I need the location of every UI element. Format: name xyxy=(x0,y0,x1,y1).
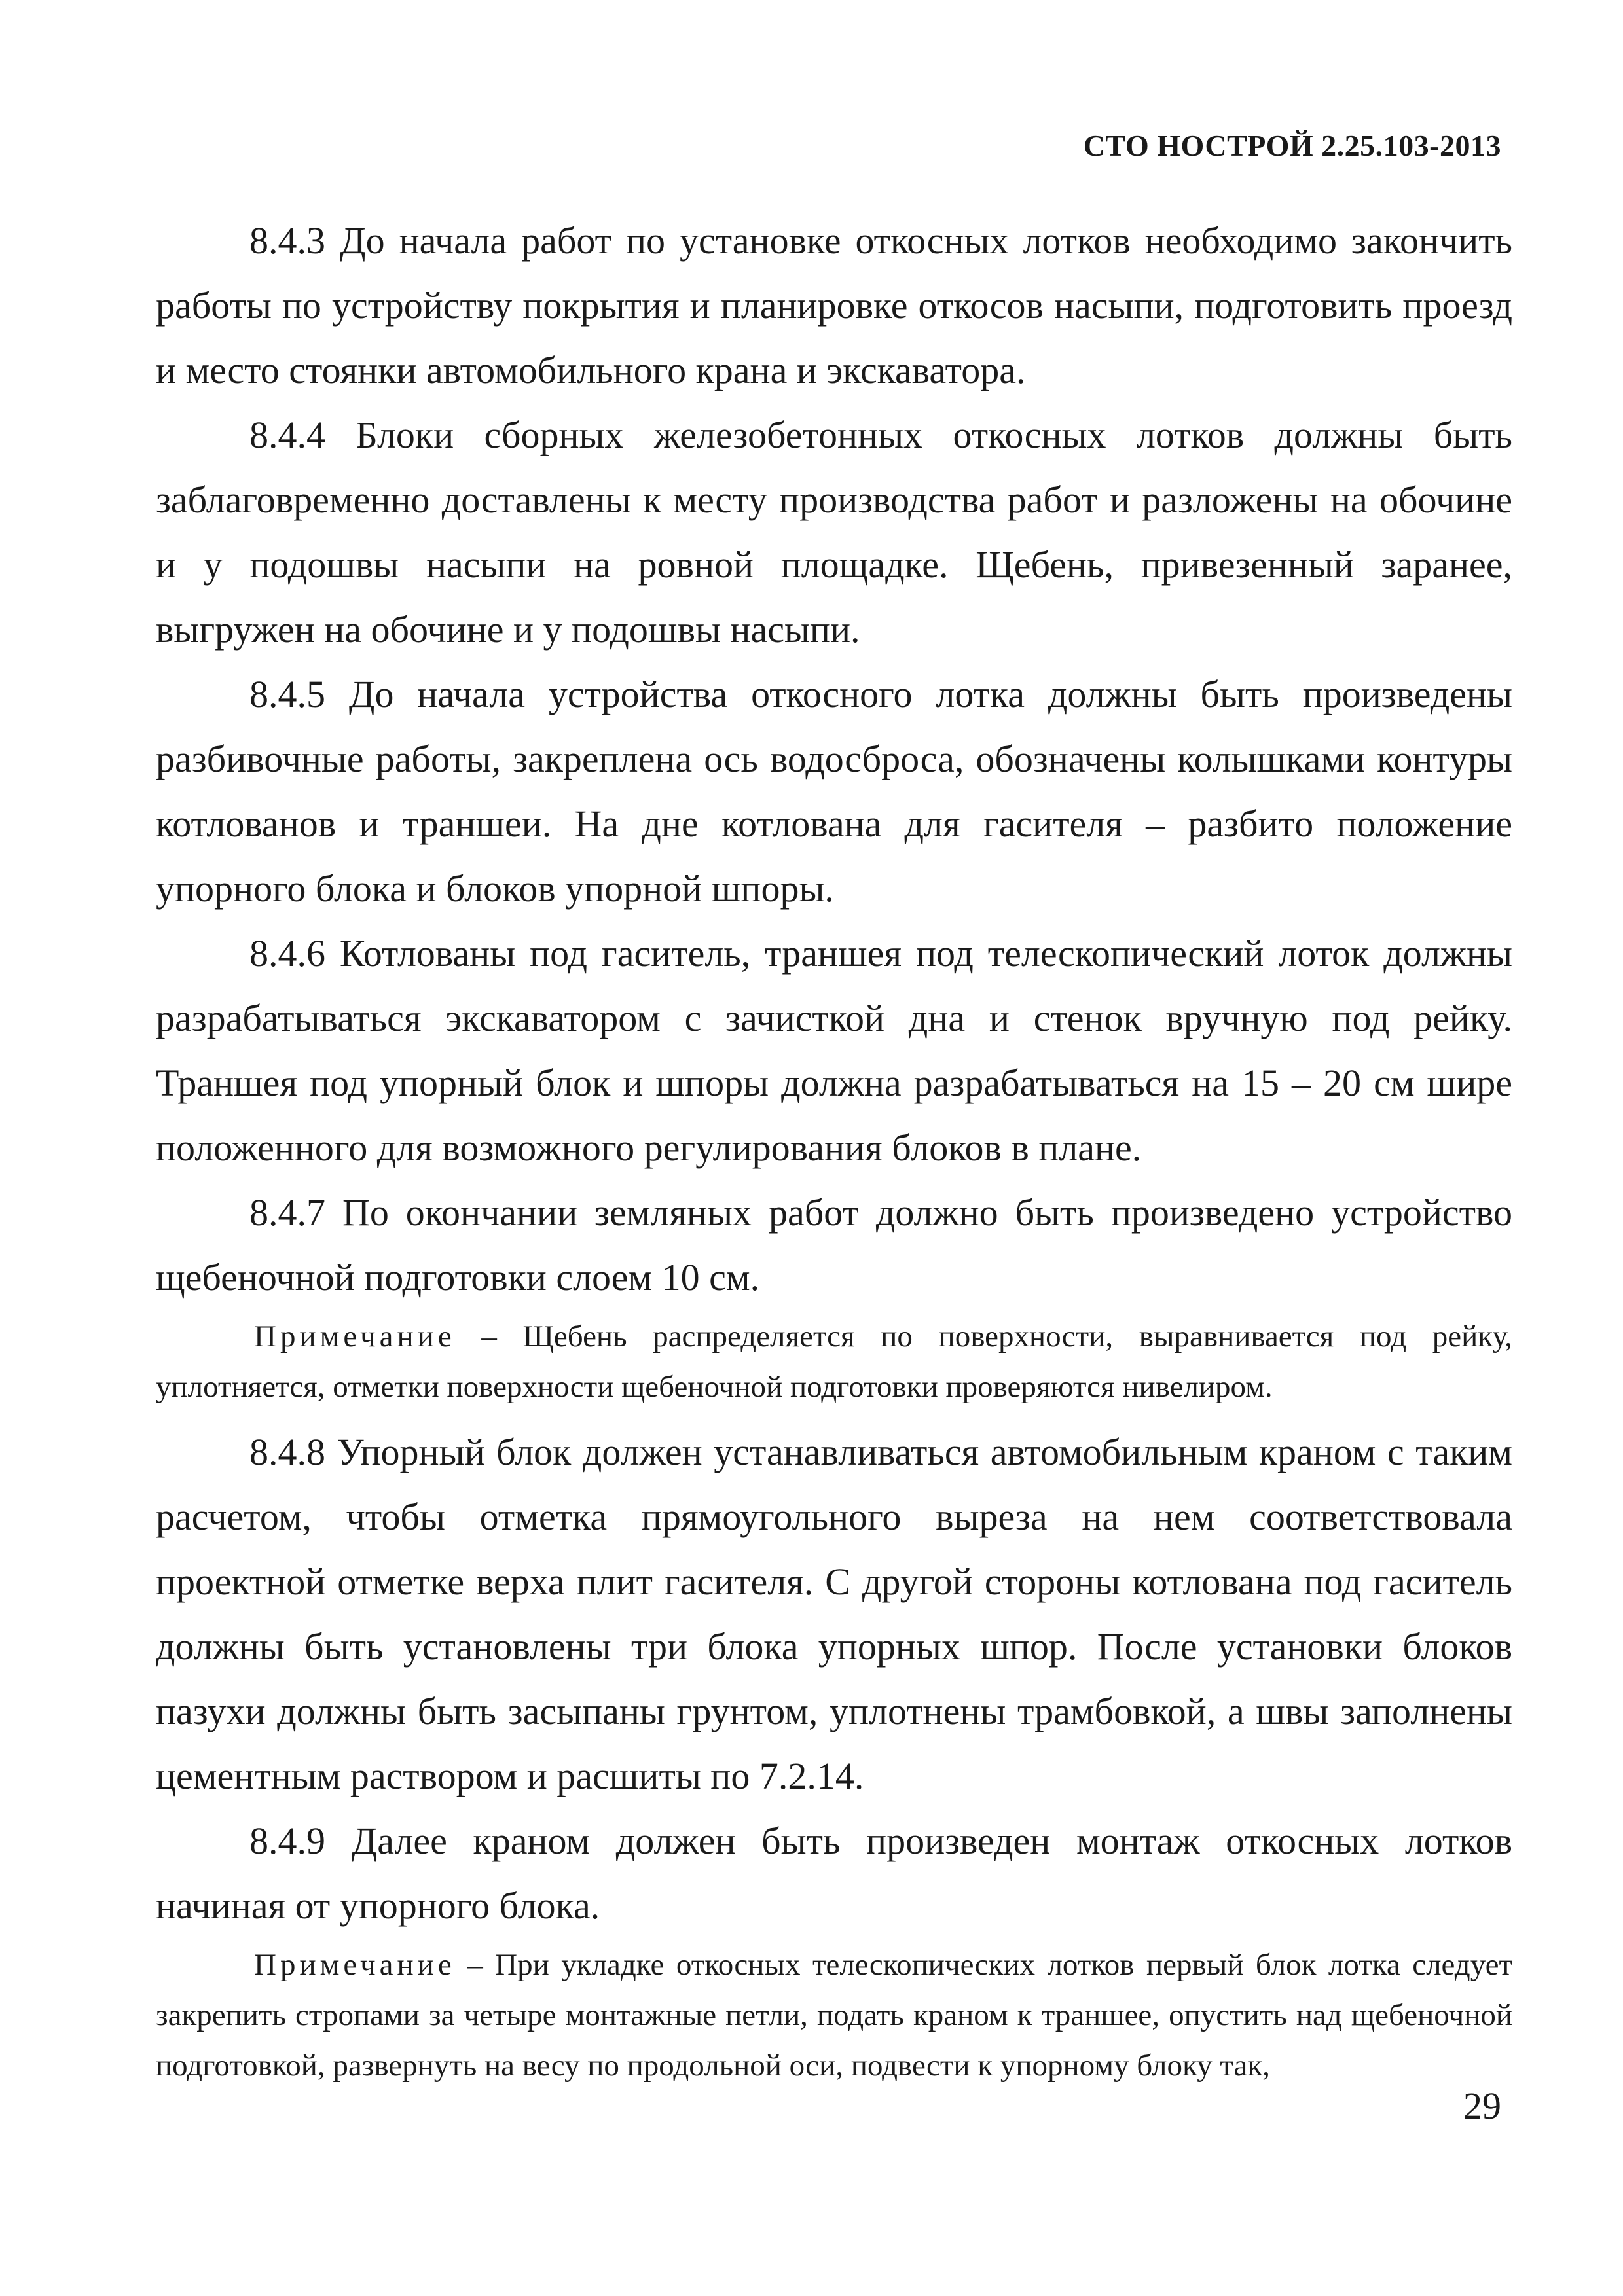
note-2-label: Примечание xyxy=(254,1948,456,1982)
paragraph-8-4-8: 8.4.8 Упорный блок должен устанавливаться автомобильным краном с таким расчетом, чтобы отметка прямоугольного выреза на нем соответствовала проектной отметке верха плит гасителя. С другой стороны котлована под гаситель должны быть установлены три блока упорных шпор. После установки блоков пазухи должны быть засыпаны грунтом, уплотнены трамбовкой, а швы заполнены цементным раствором и расшиты по 7.2.14. xyxy=(156,1431,1512,1797)
note-1-label: Примечание xyxy=(254,1319,456,1354)
page-number: 29 xyxy=(1463,2085,1501,2127)
note-1-text: – Щебень распределяется по поверхности, выравнивается под рейку, уплотняется, отметки поверхности щебеночной подготовки проверяются нивелиром. xyxy=(156,1319,1512,1404)
note-2-text: – При укладке откосных телескопических лотков первый блок лотка следует закрепить стропами за четыре монтажные петли, подать краном к траншее, опустить над щебеночной подготовкой, развернуть на весу по продольной оси, подвести к упорному блоку так, xyxy=(156,1948,1512,2083)
note-1 xyxy=(156,1312,1512,1412)
paragraph-8-4-7: 8.4.7 По окончании земляных работ должно быть произведено устройство щебеночной подготовки слоем 10 см. xyxy=(156,1191,1512,1299)
document-header-code: СТО НОСТРОЙ 2.25.103-2013 xyxy=(1083,129,1501,162)
document-body xyxy=(156,208,1512,2098)
paragraph-8-4-3: 8.4.3 До начала работ по установке откосных лотков необходимо закончить работы по устройству покрытия и планировке откосов насыпи, подготовить проезд и место стоянки автомобильного крана и экскаватора. xyxy=(156,219,1512,391)
paragraph-8-4-6: 8.4.6 Котлованы под гаситель, траншея под телескопический лоток должны разрабатываться экскаватором с зачисткой дна и стенок вручную под рейку. Траншея под упорный блок и шпоры должна разрабатываться на 15 – 20 см шире положенного для возможного регулирования блоков в плане. xyxy=(156,932,1512,1169)
paragraph-8-4-9: 8.4.9 Далее краном должен быть произведен монтаж откосных лотков начиная от упорного блока. xyxy=(156,1820,1512,1927)
paragraph-8-4-5: 8.4.5 До начала устройства откосного лотка должны быть произведены разбивочные работы, закреплена ось водосброса, обозначены колышками контуры котлованов и траншеи. На дне котлована для гасителя – разбито положение упорного блока и блоков упорной шпоры. xyxy=(156,673,1512,910)
note-2 xyxy=(156,1940,1512,2091)
paragraph-8-4-4: 8.4.4 Блоки сборных железобетонных откосных лотков должны быть заблаговременно доставлены к месту производства работ и разложены на обочине и у подошвы насыпи на ровной площадке. Щебень, привезенный заранее, выгружен на обочине и у подошвы насыпи. xyxy=(156,414,1512,651)
